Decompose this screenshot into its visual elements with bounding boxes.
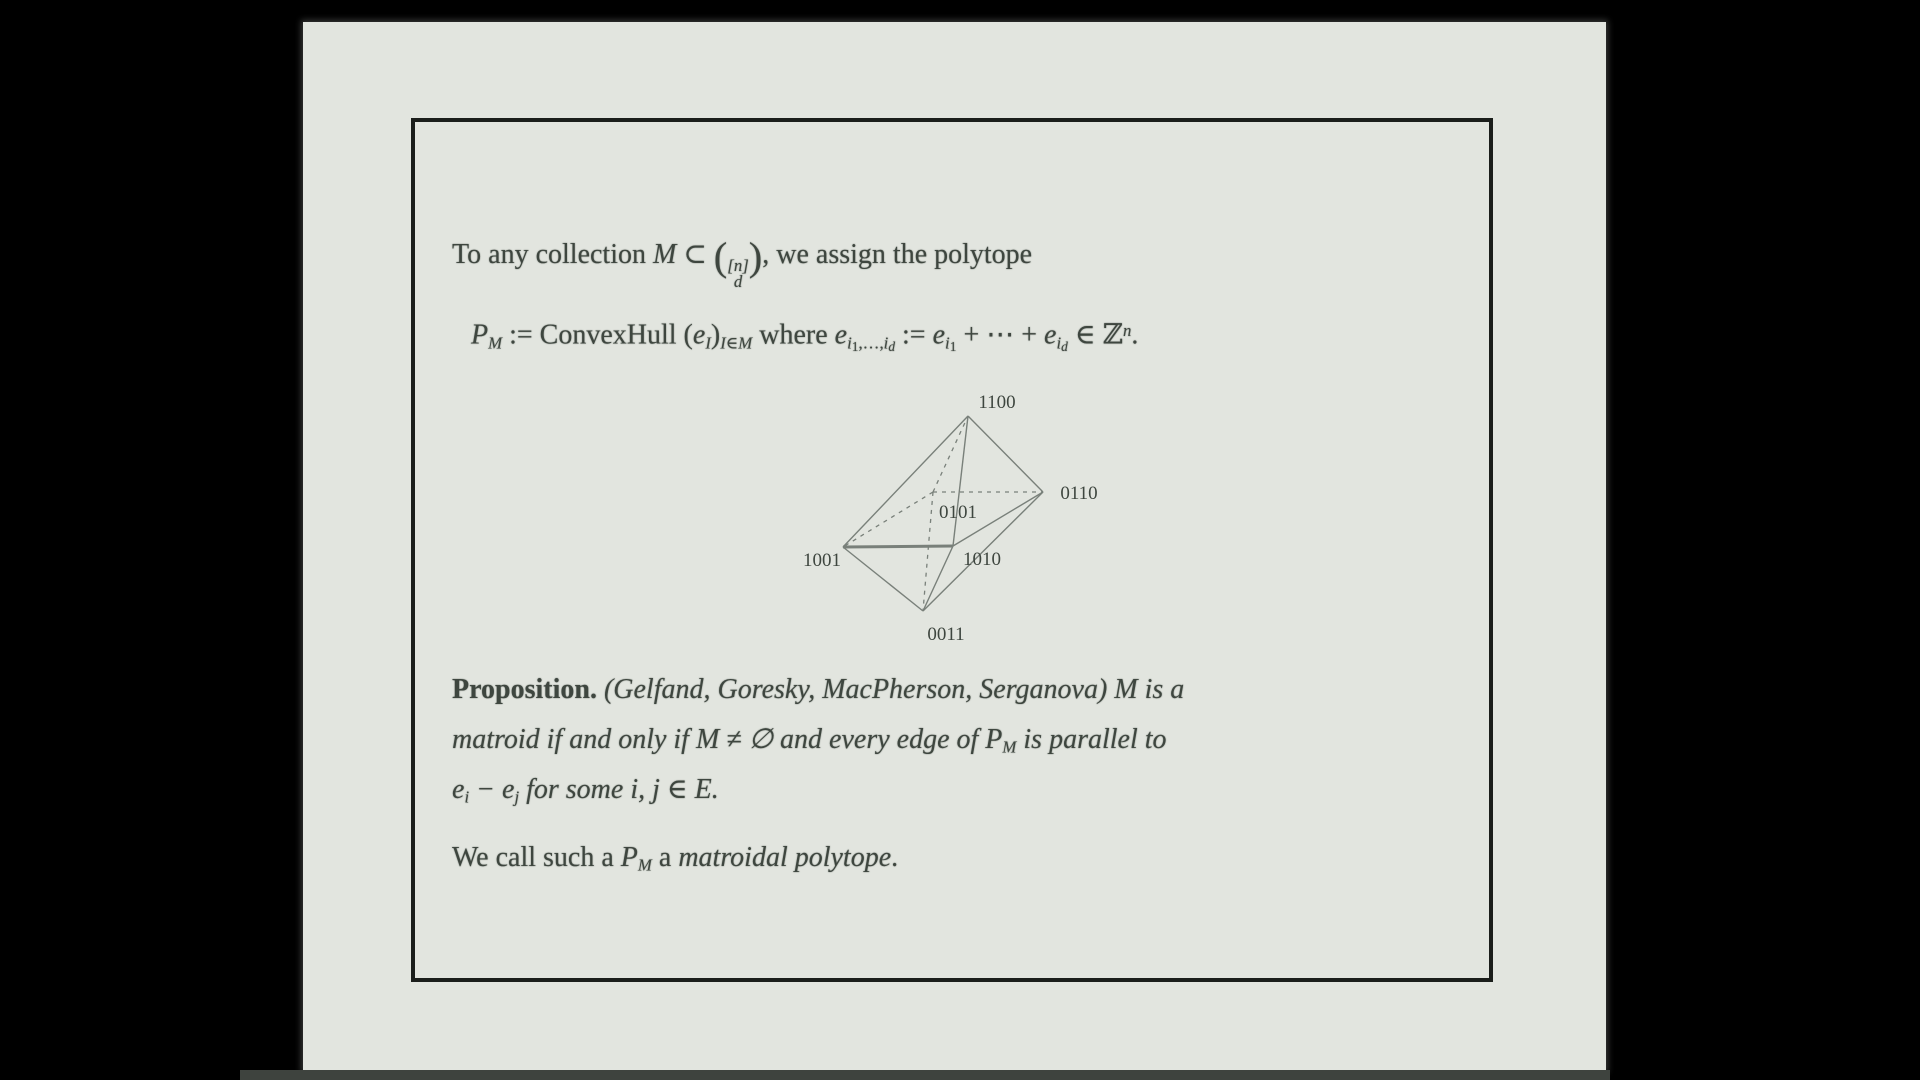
- bottom-shadow-bar: [240, 1070, 1610, 1080]
- vertex-label-1010: 1010: [963, 549, 1001, 570]
- intro-line: To any collection M ⊂ ( [n] d ), we assign the polytope: [452, 233, 1033, 291]
- vertex-label-1100: 1100: [978, 392, 1016, 413]
- vertex-label-0101: 0101: [939, 502, 977, 523]
- polytope-definition-formula: $P_M$ := ConvexHull $(e_I)_{I\in M}$ where $e_{i1,\dots,id}$ := $e_{i1}$ + ⋯ + $e_{id}$ ∈ ℤ$^n$.: [471, 319, 1139, 354]
- closing-line: We call such a $P_M$ a matroidal polytope.: [452, 842, 899, 875]
- proposition-line-3: $e_i - e_j$ for some i, j ∈ E.: [452, 774, 719, 807]
- vertex-label-1001: 1001: [803, 550, 841, 571]
- vertex-label-0110: 0110: [1060, 483, 1098, 504]
- vertex-label-0011: 0011: [927, 624, 965, 645]
- matroid-polytope-diagram: [790, 378, 1130, 668]
- proposition-line-1: Proposition. (Gelfand, Goresky, MacPherson, Serganova) M is a: [452, 674, 1185, 705]
- proposition-line-2: matroid if and only if M ≠ ∅ and every edge of $P_M$ is parallel to: [452, 724, 1167, 757]
